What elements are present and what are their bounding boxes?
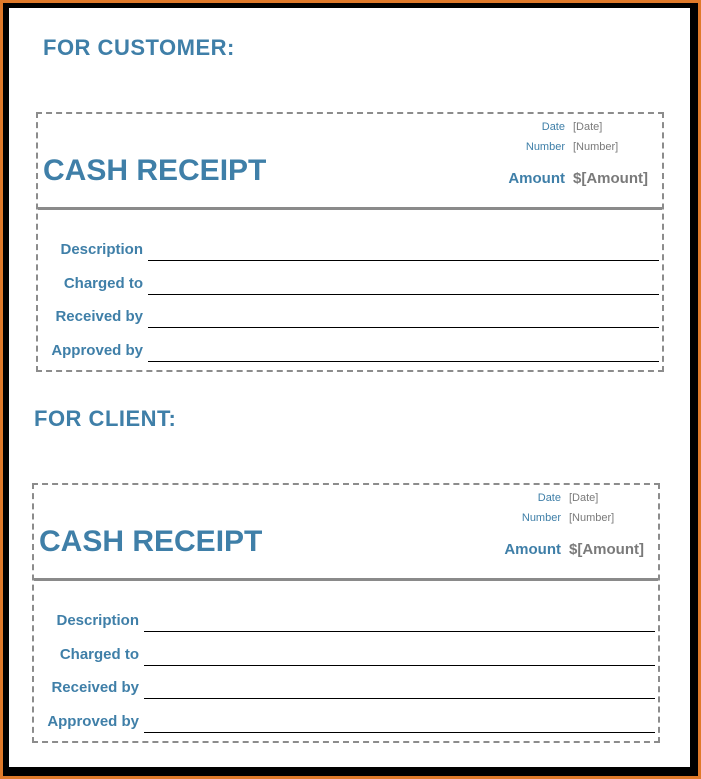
customer-receipt <box>36 112 664 372</box>
client-received-by-line[interactable] <box>144 698 655 699</box>
client-approved-by-label: Approved by <box>47 713 139 730</box>
client-receipt-title: CASH RECEIPT <box>39 525 263 558</box>
customer-date-label: Date <box>541 121 565 133</box>
customer-approved-by-row <box>38 342 662 366</box>
customer-description-line[interactable] <box>148 260 659 261</box>
customer-received-by-line[interactable] <box>148 327 659 328</box>
client-section-heading: FOR CLIENT: <box>34 406 177 431</box>
customer-approved-by-label: Approved by <box>51 342 143 359</box>
customer-date-value[interactable]: [Date] <box>573 121 603 133</box>
customer-description-label: Description <box>60 241 143 258</box>
customer-amount-label: Amount <box>508 170 565 187</box>
customer-number-label: Number <box>525 141 565 153</box>
client-description-row <box>34 612 658 636</box>
customer-section-heading: FOR CUSTOMER: <box>43 35 235 60</box>
client-receipt <box>32 483 660 743</box>
customer-received-by-row <box>38 308 662 332</box>
client-charged-to-label: Charged to <box>59 646 139 663</box>
customer-charged-to-row <box>38 275 662 299</box>
customer-divider <box>38 207 662 210</box>
client-date-label: Date <box>537 492 561 504</box>
customer-charged-to-line[interactable] <box>148 294 659 295</box>
customer-amount-value[interactable]: $[Amount] <box>573 170 648 187</box>
client-approved-by-row <box>34 713 658 737</box>
client-divider <box>34 578 658 581</box>
client-charged-to-line[interactable] <box>144 665 655 666</box>
customer-description-row <box>38 241 662 265</box>
document-page <box>9 8 690 767</box>
client-amount-label: Amount <box>504 541 561 558</box>
client-date-value[interactable]: [Date] <box>569 492 599 504</box>
customer-number-value[interactable]: [Number] <box>573 141 619 153</box>
customer-charged-to-label: Charged to <box>63 275 143 292</box>
client-amount-value[interactable]: $[Amount] <box>569 541 644 558</box>
customer-receipt-title: CASH RECEIPT <box>43 154 267 187</box>
customer-received-by-label: Received by <box>55 308 143 325</box>
client-approved-by-line[interactable] <box>144 732 655 733</box>
client-received-by-label: Received by <box>51 679 139 696</box>
customer-approved-by-line[interactable] <box>148 361 659 362</box>
client-description-line[interactable] <box>144 631 655 632</box>
client-received-by-row <box>34 679 658 703</box>
client-number-label: Number <box>521 512 561 524</box>
client-charged-to-row <box>34 646 658 670</box>
client-description-label: Description <box>56 612 139 629</box>
client-number-value[interactable]: [Number] <box>569 512 615 524</box>
